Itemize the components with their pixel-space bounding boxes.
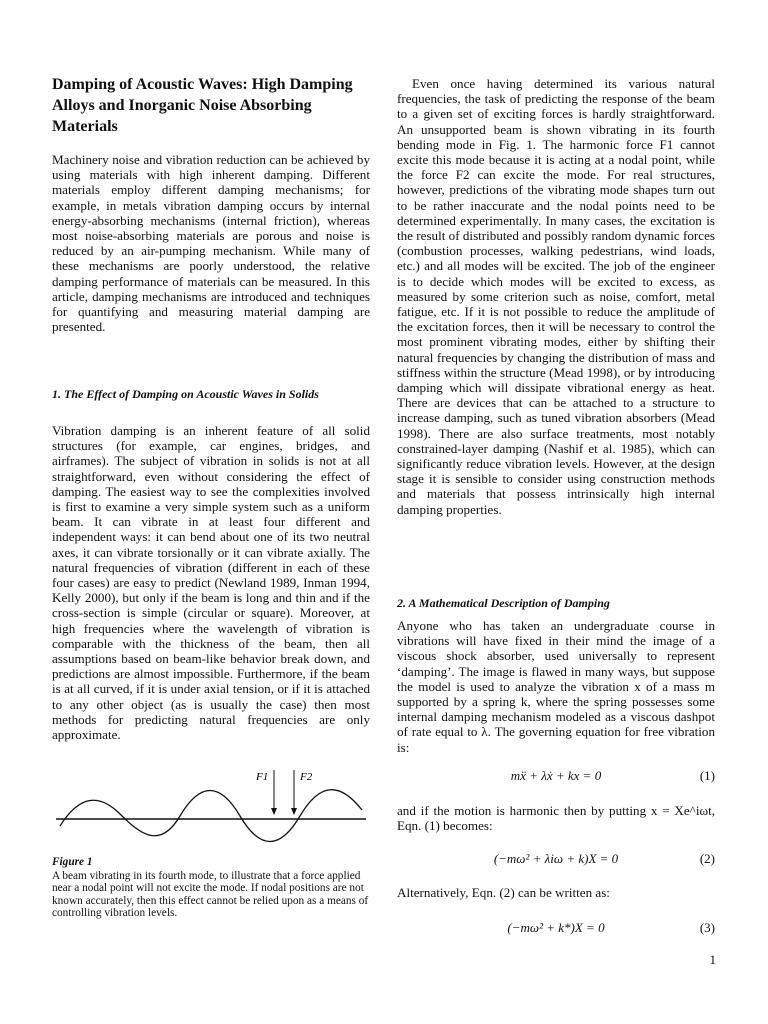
- section-1-paragraph: Vibration damping is an inherent feature of all solid structures (for example, car engines, bridges, and airframes). The subject of vibration in solids is not at all straightforward, even without considering the effect of damping. The easiest way to see the complexities involved is first to examine a very simple system such as a uniform beam. It can vibrate in at least four different and independent ways: it can bend about one of its two neutral axes, it can vibrate torsionally or it can vibrate axially. The natural frequencies of vibration (different in each of these four cases) are easy to predict (Newland 1989, Inman 1994, Kelly 2000), but only if the beam is long and thin and if the cross-section is simple (circular or square). Moreover, at high frequencies where the wavelength of vibration is comparable with the thickness of the beam, then all assumptions based on beam-like behavior break down, and predictions are almost impossible. Furthermore, if the beam is at all curved, if it is under axial tension, or if it is attached to any other object (as is usually the case) then most methods for predicting natural frequencies are only approximate.: [52, 423, 370, 743]
- equation-2-followup: Alternatively, Eqn. (2) can be written as:: [397, 885, 610, 900]
- beam-figure: [52, 764, 370, 854]
- article-title: Damping of Acoustic Waves: High Damping Alloys and Inorganic Noise Absorbing Materials: [52, 76, 353, 135]
- page-number: 1: [709, 952, 716, 967]
- force-f1-label: F1: [256, 771, 269, 783]
- equation-2: [397, 851, 715, 869]
- figure-title: Figure 1: [52, 856, 93, 868]
- equation-1: [397, 768, 715, 786]
- equation-2-expression: (−mω² + λiω + k)X = 0: [493, 851, 619, 866]
- force-f2-label: F2: [300, 771, 313, 783]
- equation-3-expression: (−mω² + k*)X = 0: [507, 920, 605, 935]
- section-1-heading: 1. The Effect of Damping on Acoustic Waves in Solids: [52, 387, 319, 401]
- force-f2-arrowhead: [291, 808, 297, 815]
- figure-caption: A beam vibrating in its fourth mode, to illustrate that a force applied near a nodal point will not excite the mode. If nodal positions are not known accurately, then this effect cannot be relied upon as a means of controlling vibration levels.: [52, 870, 369, 920]
- force-f1-arrowhead: [271, 808, 277, 815]
- equation-2-number: (2): [699, 851, 715, 866]
- equation-1-number: (1): [699, 768, 715, 783]
- beam-mode-shape: [60, 790, 362, 842]
- equation-3: [397, 920, 715, 938]
- abstract: Machinery noise and vibration reduction can be achieved by using materials with high inherent damping. Different materials employ different damping mechanisms; for example, in metals vibration damping occurs by internal energy-absorbing mechanisms (internal friction), whereas most noise-absorbing materials are porous and noise is reduced by an air-pumping mechanism. While many of these mechanisms are poorly understood, the relative damping performance of materials can be measured. In this article, damping mechanisms are introduced and techniques for quantifying and measuring material damping are presented.: [52, 152, 370, 335]
- right-column-paragraph: Even once having determined its various natural frequencies, the task of predicting the response of the beam to a given set of exciting forces is hardly straightforward. An unsupported beam is shown vibrating in its fourth bending mode in Fig. 1. The harmonic force F1 cannot excite this mode because it is acting at a nodal point, while the force F2 can excite the mode. For real structures, however, predictions of the vibrating mode shapes turn out to be rather inaccurate and the nodal points need to be determined experimentally. In many cases, the excitation is the result of distributed and possibly random dynamic forces (combustion processes, walking pedestrians, wind loads, etc.) and all modes will be excited. The job of the engineer is to decide which modes will be excited to excess, as measured by some criterion such as noise, comfort, metal fatigue, etc. If it is not possible to reduce the amplitude of the excitation forces, then it will be necessary to control the most prominent vibrating modes, either by shifting their natural frequencies by changing the distribution of mass and stiffness within the structure (Mead 1998), or by introducing damping which will dissipate vibrational energy as heat. There are devices that can be attached to a structure to increase damping, such as tuned vibration absorbers (Mead 1998). There are also surface treatments, most notably constrained-layer damping (Nashif et al. 1985), which can significantly reduce vibration levels. However, at the design stage it is sensible to consider using construction methods and materials that possess intrinsically high internal damping properties.: [397, 76, 715, 517]
- equation-1-expression: mẍ + λẋ + kx = 0: [510, 768, 602, 783]
- section-2-paragraph: Anyone who has taken an undergraduate course in vibrations will have fixed in their mind the image of a viscous shock absorber, used universally to represent ‘damping’. The image is flawed in many ways, but suppose the model is used to analyze the vibration x of a mass m supported by a spring k, where the spring possesses some internal damping mechanism modeled as a viscous dashpot of rate equal to λ. The governing equation for free vibration is:: [397, 618, 715, 755]
- equation-3-number: (3): [699, 920, 715, 935]
- equation-1-followup: and if the motion is harmonic then by putting x = Xe^iωt, Eqn. (1) becomes:: [397, 803, 715, 834]
- section-2-heading: 2. A Mathematical Description of Damping: [397, 596, 610, 610]
